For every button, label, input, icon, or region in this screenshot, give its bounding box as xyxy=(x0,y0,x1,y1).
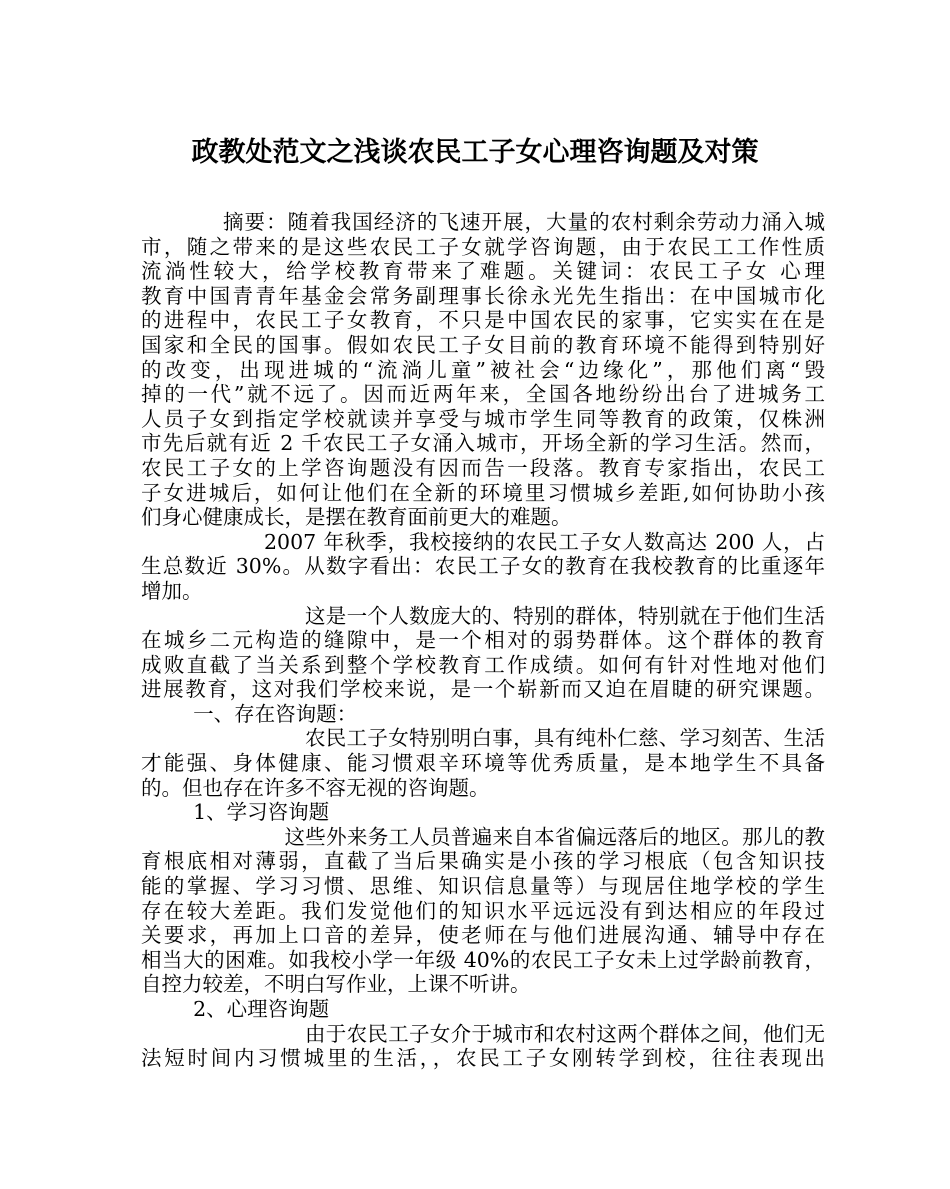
text-line: 在城乡二元构造的缝隙中，是一个相对的弱势群体。这个群体的教育 xyxy=(141,628,825,653)
text-line: 国家和全民的国事。假如农民工子女目前的教育环境不能得到特别好 xyxy=(141,332,825,357)
text-line: 生总数近 30%。从数字看出：农民工子女的教育在我校教育的比重逐年 xyxy=(141,554,825,579)
text-line: 的改变，出现进城的“流淌儿童”被社会“边缘化”，那他们离“毁 xyxy=(141,357,825,382)
document-title: 政教处范文之浅谈农民工子女心理咨询题及对策 xyxy=(191,137,759,168)
text-line: 由于农民工子女介于城市和农村这两个群体之间，他们无 xyxy=(305,1021,825,1046)
text-line: 的。但也存在许多不容无视的咨询题。 xyxy=(141,775,490,800)
text-line: 能的掌握、学习习惯、思维、知识信息量等）与现居住地学校的学生 xyxy=(141,874,825,899)
document-body xyxy=(141,210,825,1071)
text-line: 法短时间内习惯城里的生活，，农民工子女刚转学到校，往往表现出 xyxy=(141,1046,825,1071)
text-line: 农民工子女特别明白事，具有纯朴仁慈、学习刻苦、生活 xyxy=(305,726,825,751)
text-line: 的进程中，农民工子女教育，不只是中国农民的家事，它实实在在是 xyxy=(141,308,825,333)
subsection-heading: 2、心理咨询题 xyxy=(141,997,330,1021)
text-line: 才能强、身体健康、能习惯艰辛环境等优秀质量，是本地学生不具备 xyxy=(141,751,825,776)
text-line: 人员子女到指定学校就读并享受与城市学生同等教育的政策，仅株洲 xyxy=(141,406,825,431)
text-line: 掉的一代”就不远了。因而近两年来，全国各地纷纷出台了进城务工 xyxy=(141,382,825,407)
text-line: 2007 年秋季，我校接纳的农民工子女人数高达 200 人，占 xyxy=(264,529,825,554)
section-heading: 一、存在咨询题： xyxy=(141,701,358,726)
text-line: 增加。 xyxy=(141,578,203,603)
text-line: 进展教育，这对我们学校来说，是一个崭新而又迫在眉睫的研究课题。 xyxy=(141,677,825,702)
text-line: 存在较大差距。我们发觉他们的知识水平远远没有到达相应的年段过 xyxy=(141,898,825,923)
text-line: 农民工子女的上学咨询题没有因而告一段落。教育专家指出，农民工 xyxy=(141,455,825,480)
text-line: 子女进城后，如何让他们在全新的环境里习惯城乡差距,如何协助小孩 xyxy=(141,480,825,505)
text-line: 相当大的困难。如我校小学一年级 40%的农民工子女未上过学龄前教育， xyxy=(141,947,825,972)
text-line: 成败直截了当关系到整个学校教育工作成绩。如何有针对性地对他们 xyxy=(141,652,825,677)
text-line: 育根底相对薄弱，直截了当后果确实是小孩的学习根底（包含知识技 xyxy=(141,849,825,874)
text-line: 自控力较差，不明白写作业，上课不听讲。 xyxy=(141,972,531,997)
text-line: 市，随之带来的是这些农民工子女就学咨询题，由于农民工工作性质 xyxy=(141,234,825,259)
text-line: 这是一个人数庞大的、特别的群体，特别就在于他们生活 xyxy=(305,603,825,628)
text-line: 流淌性较大，给学校教育带来了难题。关键词：农民工子女 心理 xyxy=(141,259,825,284)
text-line: 教育中国青青年基金会常务副理事长徐永光先生指出：在中国城市化 xyxy=(141,283,825,308)
text-line: 这些外来务工人员普遍来自本省偏远落后的地区。那儿的教 xyxy=(284,824,825,849)
text-line: 摘要：随着我国经济的飞速开展，大量的农村剩余劳动力涌入城 xyxy=(223,210,825,234)
text-line: 们身心健康成长，是摆在教育面前更大的难题。 xyxy=(141,505,572,530)
subsection-heading: 1、学习咨询题 xyxy=(141,800,330,825)
text-line: 关要求，再加上口音的差异，使老师在与他们进展沟通、辅导中存在 xyxy=(141,923,825,948)
text-line: 市先后就有近 2 千农民工子女涌入城市，开场全新的学习生活。然而， xyxy=(141,431,825,456)
